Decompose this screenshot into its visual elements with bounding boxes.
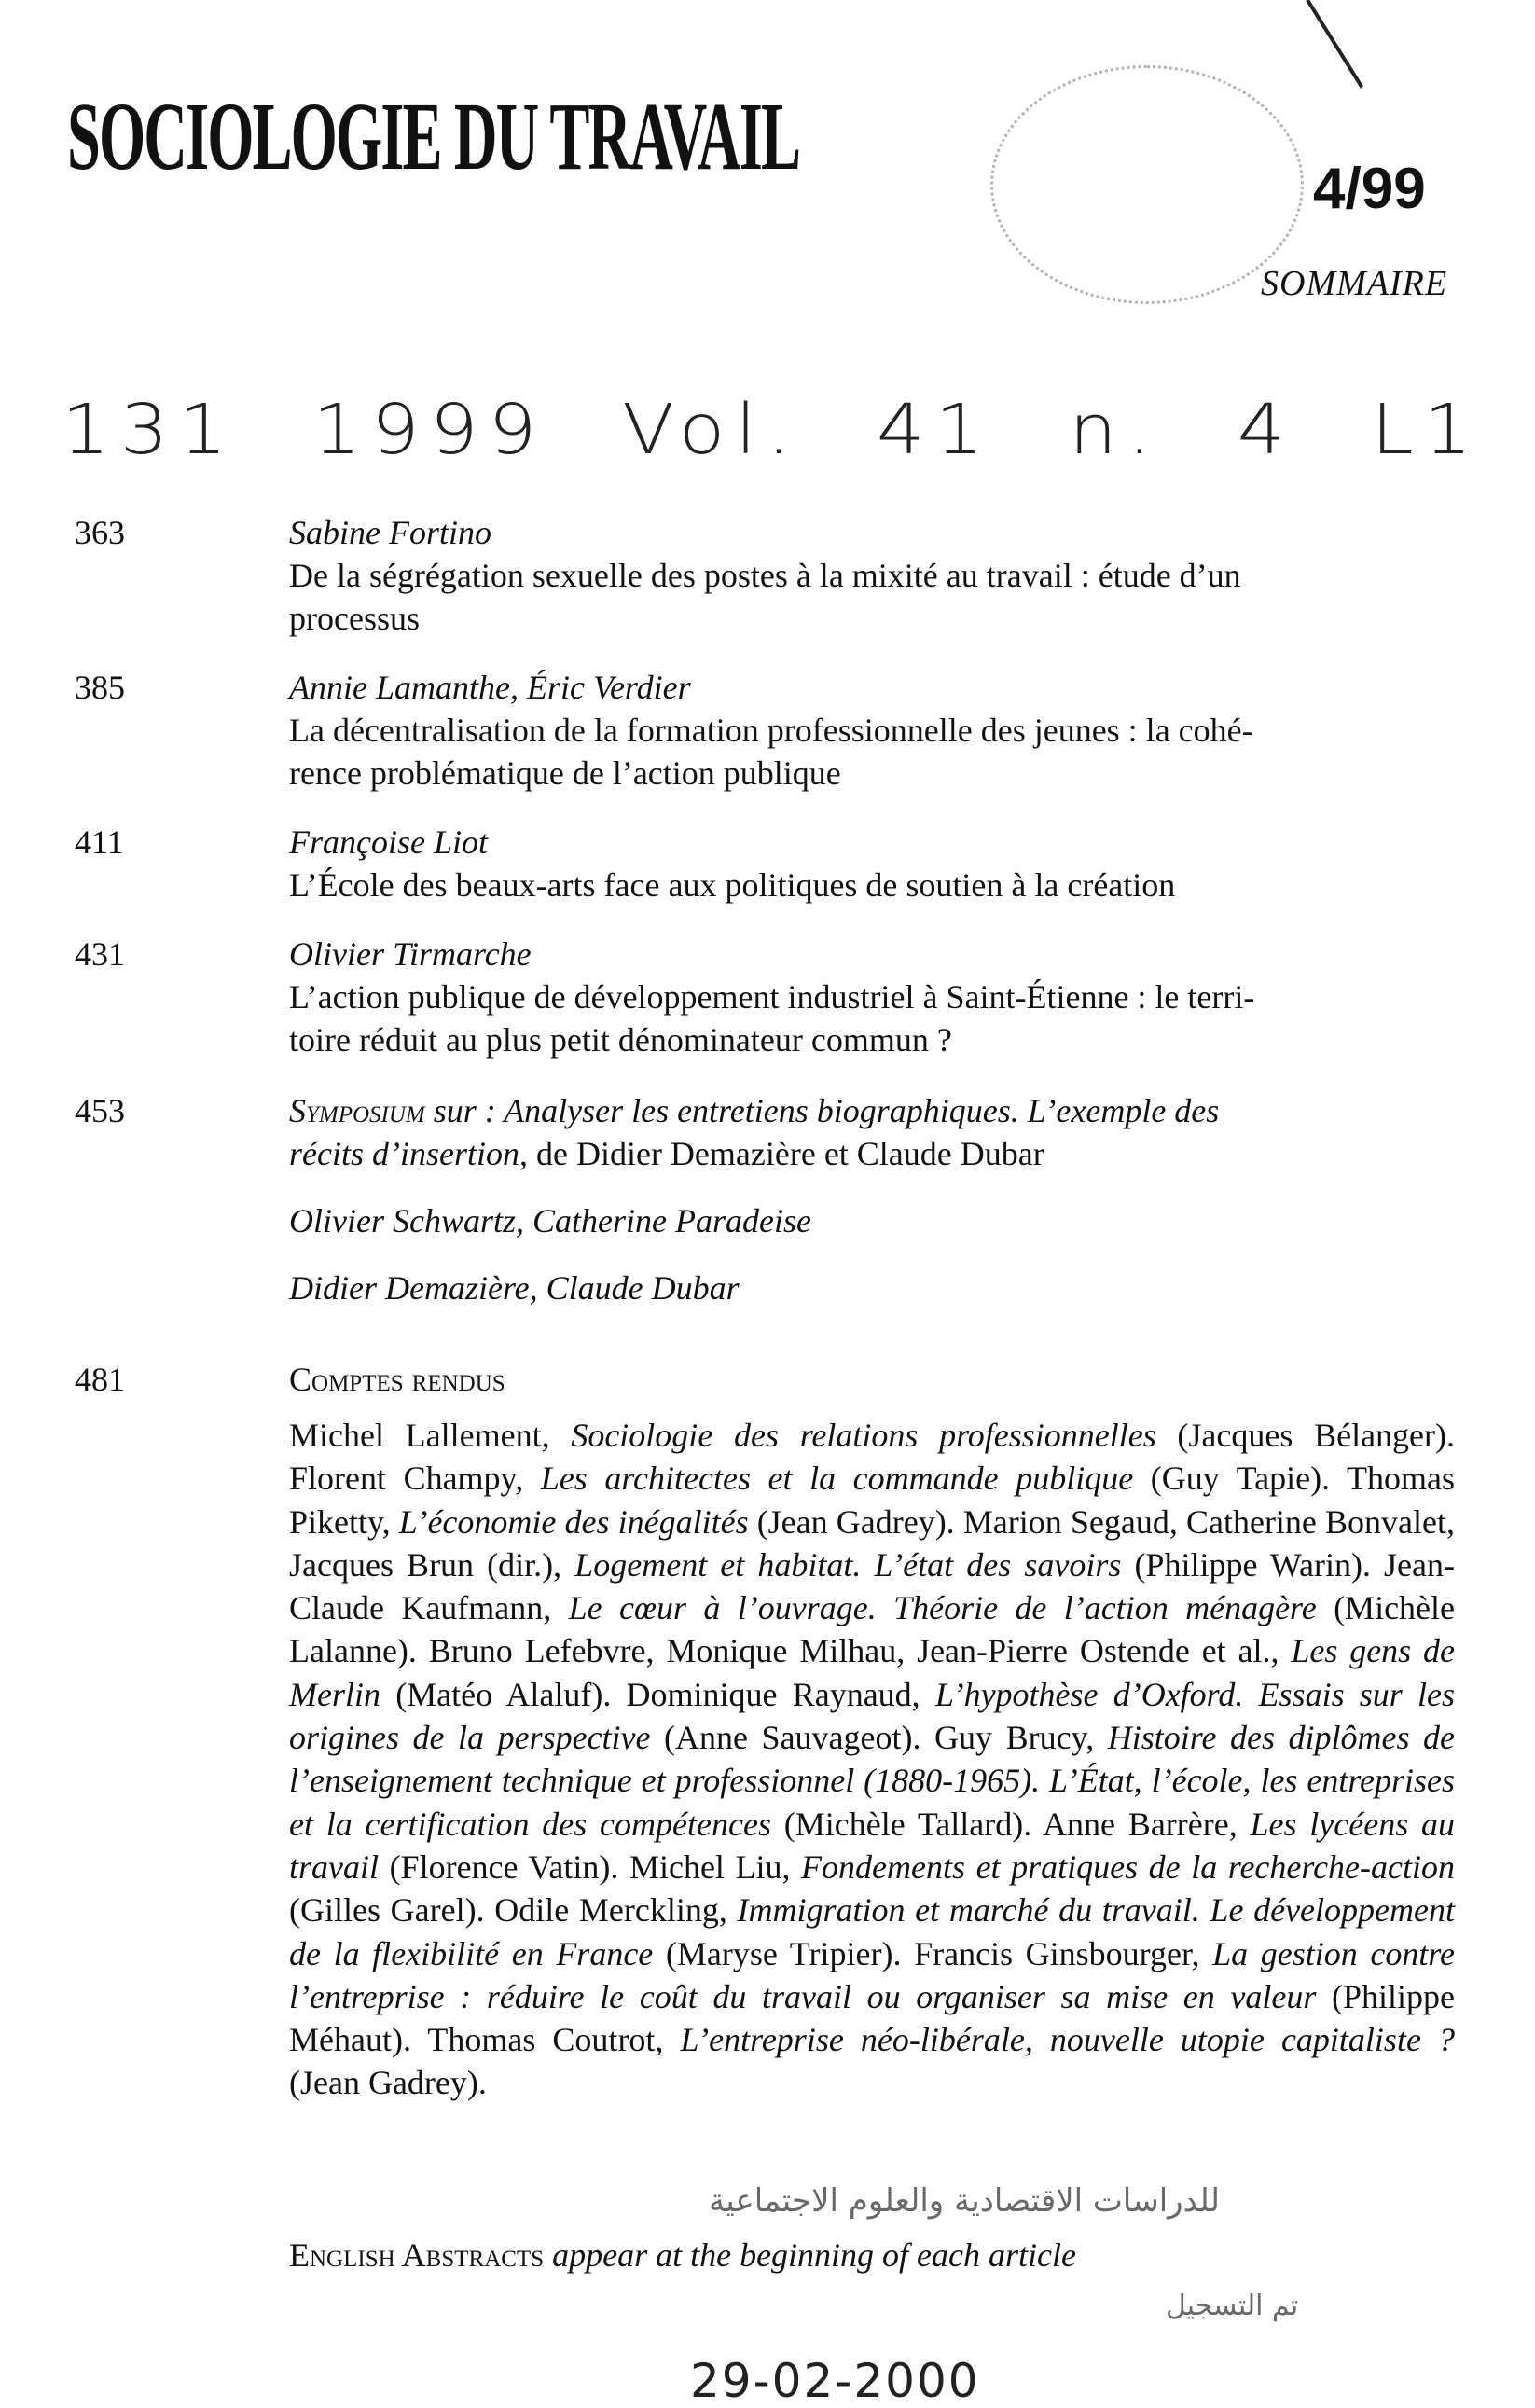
symposium-response-authors: Olivier Schwartz, Catherine Paradeise [289, 1202, 811, 1239]
review-book-title: Sociologie des relations professionnelles [571, 1417, 1156, 1454]
review-reviewer: (Maryse Tripier). [653, 1934, 915, 1972]
review-author: Anne Barrère, [1043, 1805, 1251, 1843]
symposium-title-continued: récits d’insertion [289, 1135, 519, 1172]
review-book-title: Histoire des diplômes de l’enseignement technique et professionnel (1880-1965). L’État, l’école, les entreprises et la certification des compétences [289, 1719, 1455, 1843]
review-author: Marion Segaud, Catherine Bonvalet, Jacques Brun (dir.), [289, 1502, 1455, 1584]
symposium-label: Symposium [289, 1092, 425, 1129]
symposium-title: sur : Analyser les entretiens biographiques. L’exemple des [424, 1092, 1220, 1129]
abstracts-note: appear at the beginning of each article [544, 2236, 1076, 2274]
article-title-line: La décentralisation de la formation professionnelle des jeunes : la cohé- [289, 712, 1253, 749]
symposium-title-line [289, 1132, 1455, 1175]
review-author: Florent Champy, [289, 1460, 541, 1498]
review-book-title: Les architectes et la commande publique [540, 1460, 1134, 1498]
page-number: 431 [75, 935, 125, 973]
handwritten-registration-date: 29-02-2000 [690, 2354, 980, 2408]
review-author: Thomas Piketty, [289, 1460, 1455, 1541]
pen-stroke [1306, 0, 1363, 88]
circular-library-stamp [990, 65, 1304, 304]
page-number: 481 [75, 1361, 125, 1398]
section-heading: SOMMAIRE [1261, 264, 1448, 303]
article-author: Olivier Tirmarche [289, 935, 532, 973]
review-book-title: Le cœur à l’ouvrage. Théorie de l’action ménagère [568, 1589, 1317, 1627]
arabic-library-stamp: للدراسات الاقتصادية والعلوم الاجتماعية [709, 2182, 1221, 2220]
review-author: Jean-Claude Kaufmann, [289, 1545, 1455, 1627]
page-number: 453 [75, 1092, 125, 1129]
reviews-heading: Comptes rendus [289, 1361, 505, 1398]
symposium-response-authors: Didier Demazière, Claude Dubar [289, 1269, 740, 1307]
review-author: Odile Merckling, [494, 1891, 738, 1930]
article-author: Annie Lamanthe, Éric Verdier [289, 669, 691, 706]
review-reviewer: (Florence Vatin). [379, 1848, 629, 1886]
symposium-title-line [289, 1089, 1455, 1132]
page-number: 411 [75, 823, 124, 861]
page-number: 385 [75, 669, 125, 706]
review-author: Michel Liu, [629, 1848, 802, 1886]
review-book-title: Les lycéens au travail [289, 1805, 1456, 1886]
review-author: Francis Ginsbourger, [914, 1934, 1213, 1972]
review-author: Guy Brucy, [934, 1719, 1108, 1757]
review-book-title: L’entreprise néo-libérale, nouvelle utopie capitaliste ? [680, 2021, 1455, 2059]
article-author: Sabine Fortino [289, 514, 491, 551]
review-book-title: La gestion contre l’entreprise : réduire le coût du travail ou organiser sa mise en valeur [289, 1934, 1455, 2015]
article-title-line: De la ségrégation sexuelle des postes à la mixité au travail : étude d’un [289, 557, 1241, 594]
book-reviews-list [289, 1414, 1455, 2105]
review-reviewer: (Jean Gadrey). [289, 2064, 487, 2102]
review-reviewer: (Michèle Tallard). [770, 1805, 1044, 1843]
review-book-title: Les gens de Merlin [289, 1632, 1456, 1713]
article-title-line: L’École des beaux-arts face aux politiques de soutien à la création [289, 866, 1176, 904]
review-book-title: L’hypothèse d’Oxford. Essais sur les origines de la perspective [289, 1675, 1455, 1757]
review-reviewer: (Matéo Alaluf). [380, 1675, 627, 1713]
abstracts-label: English Abstracts [289, 2236, 545, 2274]
review-author: Dominique Raynaud, [626, 1675, 935, 1713]
review-reviewer: (Philippe Warin). [1121, 1545, 1385, 1584]
review-book-title: Fondements et pratiques de la recherche-action [801, 1848, 1455, 1886]
article-author: Françoise Liot [289, 823, 488, 861]
review-author: Michel Lallement, [289, 1417, 572, 1454]
article-title-line: processus [289, 600, 420, 637]
review-reviewer: (Guy Tapie). [1133, 1460, 1348, 1498]
page-number: 363 [75, 514, 125, 551]
arabic-registration-stamp: تم التسجيل [1166, 2290, 1299, 2322]
review-book-title: Logement et habitat. L’état des savoirs [574, 1545, 1122, 1584]
issue-number: 4/99 [1313, 157, 1426, 221]
review-reviewer: (Jacques Bélanger). [1155, 1417, 1456, 1454]
review-reviewer: (Philippe Méhaut). [289, 1977, 1455, 2059]
review-reviewer: (Gilles Garel). [289, 1891, 495, 1930]
review-author: Bruno Lefebvre, Monique Milhau, Jean-Pierre Ostende et al., [428, 1632, 1292, 1670]
review-reviewer: (Anne Sauvageot). [650, 1719, 935, 1757]
review-reviewer: (Michèle Lalanne). [289, 1589, 1456, 1670]
review-book-title: L’économie des inégalités [398, 1502, 749, 1541]
article-title-line: toire réduit au plus petit dénominateur commun ? [289, 1021, 952, 1059]
review-book-title: Immigration et marché du travail. Le développement de la flexibilité en France [289, 1891, 1455, 1972]
symposium-authors: , de Didier Demazière et Claude Dubar [519, 1135, 1044, 1172]
english-abstracts-note [289, 2234, 1076, 2277]
journal-title: SOCIOLOGIE DU TRAVAIL [67, 83, 800, 190]
article-title-line: rence problématique de l’action publique [289, 754, 841, 792]
article-title-line: L’action publique de développement industriel à Saint-Étienne : le terri- [289, 978, 1255, 1016]
handwritten-call-number: 131 1999 Vol. 41 n. 4 L1 [62, 390, 1483, 470]
review-author: Thomas Coutrot, [427, 2021, 681, 2059]
review-reviewer: (Jean Gadrey). [748, 1502, 963, 1541]
